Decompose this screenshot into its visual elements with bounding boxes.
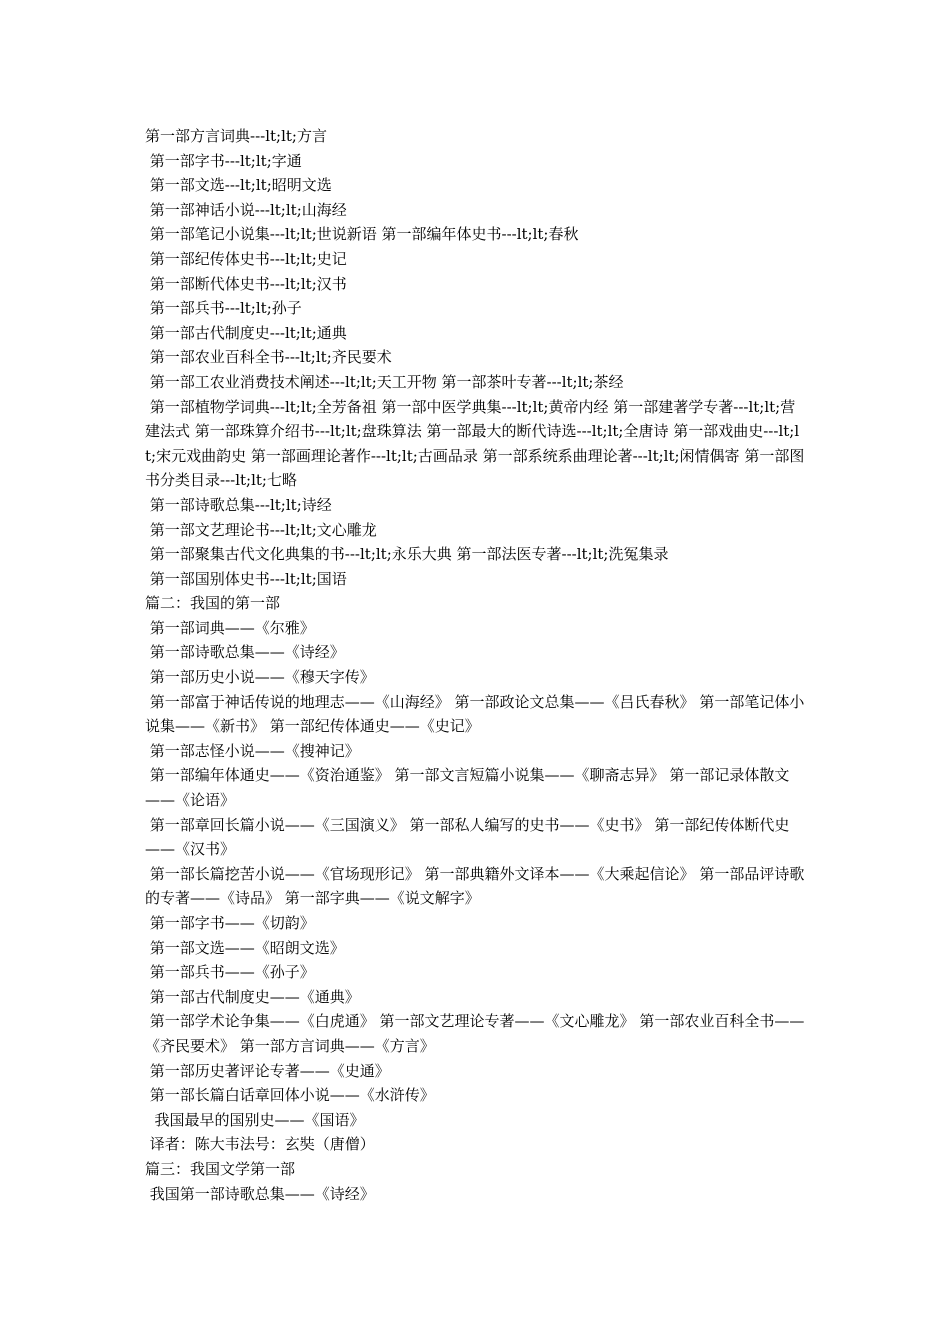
- document-body: [145, 124, 810, 1206]
- text-line: 第一部断代体史书---lt;lt;汉书: [145, 274, 347, 293]
- text-line: 我国第一部诗歌总集——《诗经》: [145, 1184, 375, 1203]
- text-line: 第一部文艺理论书---lt;lt;文心雕龙: [145, 520, 377, 539]
- text-line: 第一部古代制度史——《通典》: [145, 987, 360, 1006]
- text-paragraph: 第一部植物学词典---lt;lt;全芳备祖 第一部中医学典集---lt;lt;黄帝内经 第一部建著学专著---lt;lt;营建法式 第一部珠算介绍书---lt;lt;盘珠算法 第一部最大的断代诗选---lt;lt;全唐诗 第一部戏曲史---lt;lt;宋元戏曲韵史 第一部画理论著作---lt;lt;古画品录 第一部系统系曲理论著---lt;lt;闲情偶寄 第一部图书分类目录---lt;lt;七略: [145, 397, 805, 490]
- text-line: 第一部字书---lt;lt;字通: [145, 151, 302, 170]
- text-line: 第一部国别体史书---lt;lt;国语: [145, 569, 347, 588]
- text-line: 第一部兵书---lt;lt;孙子: [145, 299, 302, 318]
- text-line: 第一部神话小说---lt;lt;山海经: [145, 200, 347, 219]
- text-paragraph: 第一部章回长篇小说——《三国演义》 第一部私人编写的史书——《史书》 第一部纪传体断代史——《汉书》: [145, 815, 790, 859]
- text-line: 第一部志怪小说——《搜神记》: [145, 741, 360, 760]
- text-line: 第一部历史著评论专著——《史通》: [145, 1061, 390, 1080]
- text-paragraph: 第一部长篇挖苦小说——《官场现形记》 第一部典籍外文译本——《大乘起信论》 第一部品评诗歌的专著——《诗品》 第一部字典——《说文解字》: [145, 864, 805, 908]
- text-line: 第一部文选---lt;lt;昭明文选: [145, 176, 332, 195]
- text-line: 第一部文选——《昭朗文选》: [145, 938, 345, 957]
- section-heading: 篇三：我国文学第一部: [145, 1159, 296, 1178]
- text-line: 我国最早的国别史——《国语》: [145, 1110, 365, 1129]
- text-line: 第一部诗歌总集——《诗经》: [145, 643, 345, 662]
- text-line: 第一部方言词典---lt;lt;方言: [145, 127, 327, 145]
- text-line: 第一部纪传体史书---lt;lt;史记: [145, 249, 347, 268]
- text-line: 第一部工农业消费技术阐述---lt;lt;天工开物 第一部茶叶专著---lt;lt;茶经: [145, 372, 624, 391]
- text-line: 第一部笔记小说集---lt;lt;世说新语 第一部编年体史书---lt;lt;春秋: [145, 225, 579, 244]
- text-line: 第一部农业百科全书---lt;lt;齐民要术: [145, 348, 392, 367]
- text-line: 译者：陈大韦法号：玄奘（唐僧）: [145, 1135, 375, 1154]
- text-line: 第一部历史小说——《穆天字传》: [145, 668, 375, 687]
- text-line: 第一部聚集古代文化典集的书---lt;lt;永乐大典 第一部法医专著---lt;lt;洗冤集录: [145, 545, 669, 564]
- text-line: 第一部古代制度史---lt;lt;通典: [145, 323, 347, 342]
- text-paragraph: 第一部编年体通史——《资治通鉴》 第一部文言短篇小说集——《聊斋志异》 第一部记录体散文——《论语》: [145, 766, 790, 810]
- text-paragraph: 第一部学术论争集——《白虎通》 第一部文艺理论专著——《文心雕龙》 第一部农业百科全书——《齐民要术》 第一部方言词典——《方言》: [145, 1012, 805, 1055]
- text-line: 第一部词典——《尔雅》: [145, 618, 315, 637]
- text-paragraph: 第一部富于神话传说的地理志——《山海经》 第一部政论文总集——《吕氏春秋》 第一部笔记体小说集——《新书》 第一部纪传体通史——《史记》: [145, 692, 805, 736]
- text-line: 第一部字书——《切韵》: [145, 914, 315, 932]
- text-line: 第一部兵书——《孙子》: [145, 963, 315, 982]
- text-line: 第一部长篇白话章回体小说——《水浒传》: [145, 1086, 435, 1105]
- text-line: 第一部诗歌总集---lt;lt;诗经: [145, 495, 332, 514]
- section-heading: 篇二：我国的第一部: [145, 594, 281, 613]
